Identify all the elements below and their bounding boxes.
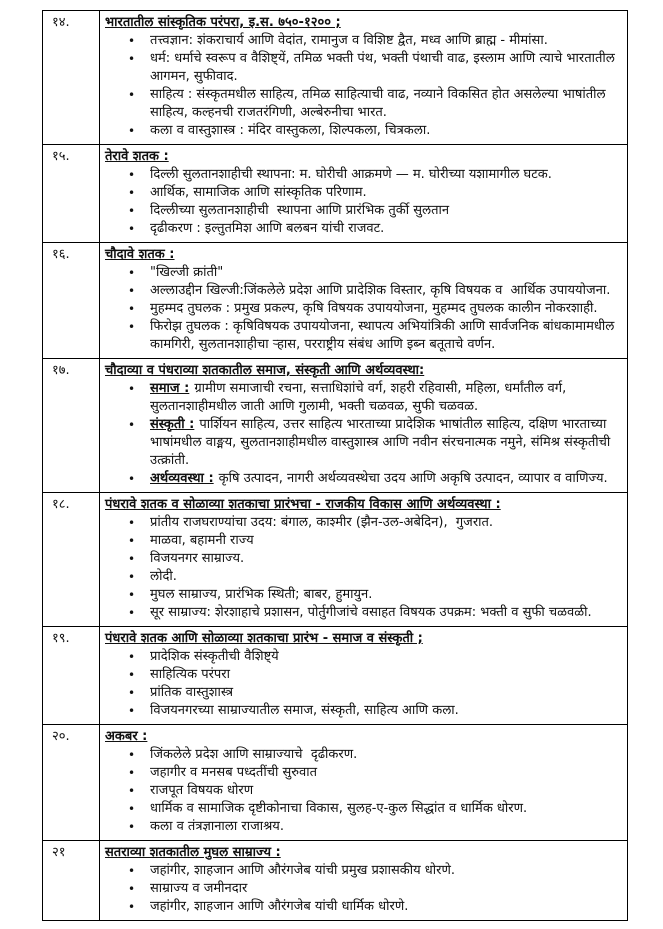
section-heading: चौदावे शतक : [105, 247, 175, 262]
bullet-list [105, 862, 621, 916]
bullet-text: कला व वास्तुशास्त्र : मंदिर वास्तुकला, शिल्पकला, चित्रकला. [150, 123, 431, 138]
bullet-text: साहित्य : संस्कृतमधील साहित्य, तमिळ साहित्याची वाढ, नव्याने विकसित होत असलेल्या भाषांतील साहित्य, कल्हनची राजतरंगिणी, अल्बेरुनीचा भारत. [150, 87, 610, 120]
table-row [43, 725, 627, 841]
bullet-body [150, 550, 621, 568]
bullet-item [128, 782, 621, 800]
bullet-body [150, 666, 621, 684]
row-content-cell [100, 725, 627, 840]
bullet-item [128, 86, 621, 122]
bullet-lead: अर्थव्यवस्था : [150, 471, 214, 486]
bullet-text: सूर साम्राज्य: शेरशाहाचे प्रशासन, पोर्तुगीजांचे वसाहत विषयक उपक्रम: भक्ती व सुफी चळवळी. [150, 605, 592, 620]
bullet-body [150, 202, 621, 220]
row-content-cell [100, 243, 627, 358]
section-heading: चौदाव्या व पंधराव्या शतकातील समाज, संस्कृती आणि अर्थव्यवस्था: [105, 363, 425, 378]
bullet-text: फिरोझ तुघलक : कृषिविषयक उपाययोजना, स्थापत्य अभियांत्रिकी आणि सार्वजनिक बांधकामामधील कामगिरी, सुलतानशाहीचा ऱ्हास, परराष्ट्रीय संबंध आणि इब्न बतूताचे वर्णन. [150, 319, 619, 352]
bullet-body [150, 764, 621, 782]
bullet-body [150, 568, 621, 586]
bullet-item [128, 880, 621, 898]
bullet-dot-icon: • [128, 570, 136, 584]
bullet-text: दिल्ली सुलतानशाहीची स्थापना: म. घोरीची आक्रमणे — म. घोरीच्या यशामागील घटक. [150, 167, 552, 182]
bullet-text: मुहम्मद तुघलक : प्रमुख प्रकल्प, कृषि विषयक उपाययोजना, मुहम्मद तुघलक कालीन नोकरशाही. [150, 301, 598, 316]
bullet-text: जहागीर व मनसब पध्दतींची सुरुवात [150, 765, 318, 780]
bullet-text: जहांगीर, शाहजान आणि औरंगजेब यांची प्रमुख प्रशासकीय धोरणे. [150, 863, 455, 878]
bullet-dot-icon: • [128, 588, 136, 602]
row-number: १८. [52, 497, 70, 512]
bullet-text: धर्म: धर्माचे स्वरूप व वैशिष्ट्यें, तमिळ भक्ती पंथ, भक्ती पंथाची वाढ, इस्लाम आणि त्याचे भारतातील आगमन, सुफीवाद. [150, 51, 619, 84]
bullet-text: दृढीकरण : इल्तुतमिश आणि बलबन यांची राजवट. [150, 221, 385, 236]
bullet-list [105, 32, 621, 140]
bullet-dot-icon: • [128, 606, 136, 620]
section-heading: सतराव्या शतकातील मुघल साम्राज्य : [105, 845, 281, 860]
bullet-dot-icon: • [128, 766, 136, 780]
bullet-text: प्रांतीय राजघराण्यांचा उदय: बंगाल, काश्मीर (झैन-उल-अबेदिन), गुजरात. [150, 515, 494, 530]
bullet-dot-icon: • [128, 668, 136, 682]
bullet-body [150, 800, 621, 818]
bullet-body [150, 122, 621, 140]
bullet-item [128, 800, 621, 818]
bullet-dot-icon: • [128, 52, 136, 66]
bullet-body [150, 50, 621, 86]
row-number-cell [43, 841, 100, 920]
table-row [43, 145, 627, 243]
row-number-cell [43, 243, 100, 358]
bullet-dot-icon: • [128, 88, 136, 102]
row-number: १६. [52, 247, 70, 262]
bullet-item [128, 604, 621, 622]
row-number-cell [43, 11, 100, 144]
bullet-dot-icon: • [128, 204, 136, 218]
bullet-text: जिंकलेले प्रदेश आणि साम्राज्याचे दृढीकरण. [150, 747, 358, 762]
bullet-item [128, 550, 621, 568]
bullet-body [150, 648, 621, 666]
row-content-cell [100, 627, 627, 724]
bullet-dot-icon: • [128, 802, 136, 816]
bullet-dot-icon: • [128, 864, 136, 878]
bullet-dot-icon: • [128, 650, 136, 664]
bullet-lead: समाज : [150, 381, 190, 396]
bullet-item [128, 220, 621, 238]
bullet-text: मुघल साम्राज्य, प्रारंभिक स्थिती; बाबर, हुमायुन. [150, 587, 373, 602]
table-row [43, 243, 627, 359]
table-row [43, 627, 627, 725]
bullet-text: कृषि उत्पादन, नागरी अर्थव्यवस्थेचा उदय आणि अकृषि उत्पादन, व्यापार व वाणिज्य. [218, 471, 608, 486]
bullet-body [150, 818, 621, 836]
row-content-cell [100, 359, 627, 492]
table-row [43, 359, 627, 493]
section-heading: पंधरावे शतक आणि सोळाव्या शतकाचा प्रारंभ - समाज व संस्कृती ; [105, 631, 423, 646]
bullet-body [150, 86, 621, 122]
bullet-dot-icon: • [128, 168, 136, 182]
bullet-text: विजयनगरच्या साम्राज्यातील समाज, संस्कृती, साहित्य आणि कला. [150, 703, 459, 718]
bullet-dot-icon: • [128, 686, 136, 700]
bullet-item [128, 264, 621, 282]
bullet-text: राजपूत विषयक धोरण [150, 783, 254, 798]
bullet-list [105, 264, 621, 354]
bullet-body [150, 416, 621, 470]
bullet-dot-icon: • [128, 186, 136, 200]
row-number-cell [43, 725, 100, 840]
bullet-item [128, 764, 621, 782]
bullet-item [128, 898, 621, 916]
bullet-body [150, 264, 621, 282]
row-content-cell [100, 11, 627, 144]
bullet-text: विजयनगर साम्राज्य. [150, 551, 245, 566]
bullet-text: धार्मिक व सामाजिक दृष्टीकोनाचा विकास, सुलह-ए-कुल सिद्धांत व धार्मिक धोरण. [150, 801, 528, 816]
bullet-text: "खिल्जी क्रांती" [150, 265, 224, 280]
bullet-dot-icon: • [128, 266, 136, 280]
row-number-cell [43, 359, 100, 492]
row-number: १५. [52, 149, 70, 164]
bullet-body [150, 746, 621, 764]
bullet-item [128, 184, 621, 202]
bullet-item [128, 282, 621, 300]
bullet-text: अल्लाउद्दीन खिल्जी:जिंकलेले प्रदेश आणि प्रादेशिक विस्तार, कृषि विषयक व आर्थिक उपाययोजना. [150, 283, 611, 298]
bullet-body [150, 604, 621, 622]
bullet-text: जहांगीर, शाहजान आणि औरंगजेब यांची धार्मिक धोरणे. [150, 899, 409, 914]
bullet-item [128, 202, 621, 220]
bullet-list [105, 648, 621, 720]
bullet-item [128, 586, 621, 604]
bullet-body [150, 898, 621, 916]
bullet-body [150, 318, 621, 354]
bullet-body [150, 862, 621, 880]
table-row [43, 493, 627, 627]
section-heading: अकबर : [105, 729, 148, 744]
bullet-item [128, 122, 621, 140]
row-content-cell [100, 841, 627, 920]
row-number-cell [43, 145, 100, 242]
section-heading: पंधरावे शतक व सोळाव्या शतकाचा प्रारंभचा - राजकीय विकास आणि अर्थव्यवस्था : [105, 497, 501, 512]
bullet-item [128, 416, 621, 470]
bullet-text: साहित्यिक परंपरा [150, 667, 230, 682]
section-heading: भारतातील सांस्कृतिक परंपरा, इ.स. ७५०-१२०० ; [105, 15, 341, 30]
bullet-text: आर्थिक, सामाजिक आणि सांस्कृतिक परिणाम. [150, 185, 367, 200]
bullet-dot-icon: • [128, 534, 136, 548]
bullet-body [150, 184, 621, 202]
bullet-item [128, 666, 621, 684]
row-number-cell [43, 627, 100, 724]
table-row [43, 841, 627, 920]
bullet-body [150, 532, 621, 550]
bullet-item [128, 32, 621, 50]
row-content-cell [100, 493, 627, 626]
table-row [43, 11, 627, 145]
bullet-item [128, 380, 621, 416]
bullet-dot-icon: • [128, 900, 136, 914]
bullet-text: कला व तंत्रज्ञानाला राजाश्रय. [150, 819, 284, 834]
bullet-body [150, 880, 621, 898]
bullet-dot-icon: • [128, 382, 136, 396]
section-heading: तेरावे शतक : [105, 149, 169, 164]
bullet-dot-icon: • [128, 472, 136, 486]
bullet-dot-icon: • [128, 418, 136, 432]
bullet-item [128, 50, 621, 86]
bullet-dot-icon: • [128, 820, 136, 834]
bullet-lead: संस्कृती : [150, 417, 195, 432]
bullet-dot-icon: • [128, 124, 136, 138]
bullet-body [150, 782, 621, 800]
bullet-list [105, 166, 621, 238]
row-number: २१ [52, 845, 66, 860]
bullet-dot-icon: • [128, 34, 136, 48]
bullet-body [150, 300, 621, 318]
bullet-item [128, 300, 621, 318]
row-number-cell [43, 493, 100, 626]
bullet-list [105, 746, 621, 836]
bullet-body [150, 470, 621, 488]
bullet-item [128, 470, 621, 488]
bullet-item [128, 684, 621, 702]
bullet-list [105, 380, 621, 488]
bullet-text: दिल्लीच्या सुलतानशाहीची स्थापना आणि प्रारंभिक तुर्की सुलतान [150, 203, 450, 218]
bullet-body [150, 32, 621, 50]
bullet-dot-icon: • [128, 748, 136, 762]
bullet-dot-icon: • [128, 784, 136, 798]
bullet-item [128, 514, 621, 532]
bullet-body [150, 684, 621, 702]
bullet-body [150, 282, 621, 300]
bullet-text: प्रादेशिक संस्कृतीची वैशिष्ट्ये [150, 649, 279, 664]
bullet-text: माळवा, बहामनी राज्य [150, 533, 254, 548]
bullet-text: पार्शियन साहित्य, उत्तर साहित्य भारताच्या प्रादेशिक भाषांतील साहित्य, दक्षिण भारताच्या भाषांमधील वाङ्मय, सुलतानशाहीमधील वास्तुशास्त्र आणि नवीन संरचनात्मक नमुने, संमिश्र संस्कृतीची उत्क्रांती. [150, 417, 615, 468]
row-number: १७. [52, 363, 70, 378]
bullet-item [128, 746, 621, 764]
bullet-dot-icon: • [128, 222, 136, 236]
row-number: १९. [52, 631, 70, 646]
bullet-body [150, 166, 621, 184]
bullet-dot-icon: • [128, 284, 136, 298]
bullet-item [128, 702, 621, 720]
bullet-item [128, 166, 621, 184]
row-number: २०. [52, 729, 70, 744]
bullet-text: लोदी. [150, 569, 177, 584]
bullet-item [128, 532, 621, 550]
bullet-dot-icon: • [128, 302, 136, 316]
bullet-text: तत्त्वज्ञान: शंकराचार्य आणि वेदांत, रामानुज व विशिष्ट द्वैत, मध्व आणि ब्राह्म - मीमांसा. [150, 33, 548, 48]
bullet-body [150, 702, 621, 720]
bullet-item [128, 568, 621, 586]
bullet-item [128, 818, 621, 836]
bullet-body [150, 220, 621, 238]
bullet-item [128, 648, 621, 666]
bullet-body [150, 380, 621, 416]
bullet-text: प्रांतिक वास्तुशास्त्र [150, 685, 234, 700]
bullet-text: ग्रामीण समाजाची रचना, सत्ताधिशांचे वर्ग, शहरी रहिवासी, महिला, धर्मांतील वर्ग, सुलतानशाहीमधील जाती आणि गुलामी, भक्ती चळवळ, सुफी चळवळ. [150, 381, 571, 414]
bullet-item [128, 318, 621, 354]
bullet-item [128, 862, 621, 880]
row-number: १४. [52, 15, 70, 30]
bullet-body [150, 586, 621, 604]
bullet-dot-icon: • [128, 320, 136, 334]
bullet-dot-icon: • [128, 516, 136, 530]
row-content-cell [100, 145, 627, 242]
bullet-dot-icon: • [128, 552, 136, 566]
bullet-text: साम्राज्य व जमीनदार [150, 881, 248, 896]
bullet-list [105, 514, 621, 622]
syllabus-table [42, 10, 628, 921]
bullet-dot-icon: • [128, 882, 136, 896]
bullet-body [150, 514, 621, 532]
bullet-dot-icon: • [128, 704, 136, 718]
